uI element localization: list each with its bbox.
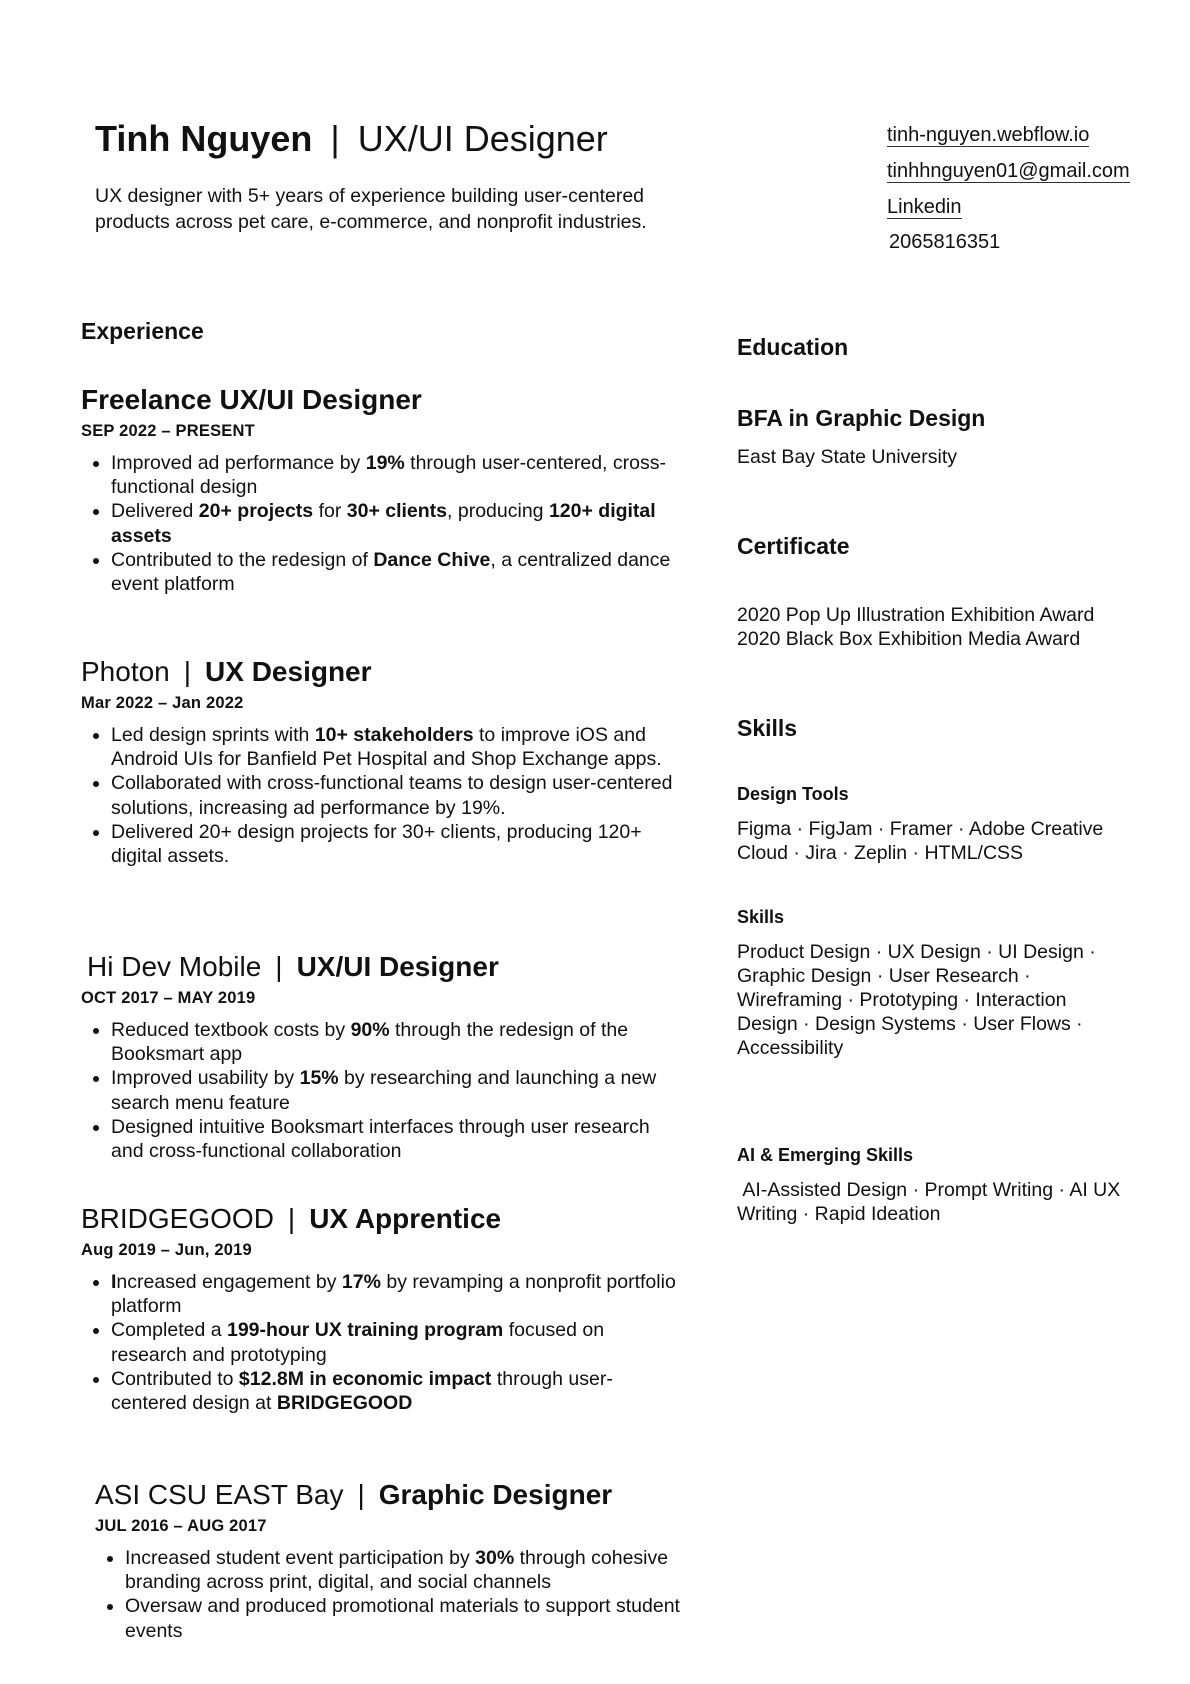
certificate-item: 2020 Pop Up Illustration Exhibition Award xyxy=(737,604,1095,626)
bullet-item: • Contributed to $12.8M in economic impact through user-centered design at BRIDGEGOOD xyxy=(111,1367,681,1415)
skills-group-title: AI & Emerging Skills xyxy=(737,1145,914,1165)
education-heading: Education xyxy=(737,334,849,360)
job-dates: OCT 2017 – MAY 2019 xyxy=(81,989,256,1007)
job-hidev xyxy=(81,950,681,1163)
job-dates: Aug 2019 – Jun, 2019 xyxy=(81,1241,252,1259)
job-title: UX Apprentice xyxy=(309,1203,502,1234)
bullet-item: • Improved usability by 15% by researching and launching a new search menu feature xyxy=(111,1066,681,1114)
bullet-item: • Reduced textbook costs by 90% through the redesign of the Booksmart app xyxy=(111,1018,681,1066)
experience-heading: Experience xyxy=(81,318,204,344)
contact-phone: 2065816351 xyxy=(889,231,1001,253)
job-title: Graphic Designer xyxy=(378,1479,613,1510)
skills-group-text: AI-Assisted Design · Prompt Writing · AI UX Writing · Rapid Ideation xyxy=(737,1179,1126,1225)
skills-group-title: Skills xyxy=(737,907,785,927)
skills-heading: Skills xyxy=(737,715,798,741)
job-company: Photon xyxy=(81,656,170,687)
job-company: BRIDGEGOOD xyxy=(81,1203,274,1234)
job-company: ASI CSU EAST Bay xyxy=(95,1479,344,1510)
job-bullets xyxy=(95,1546,695,1643)
contact-linkedin[interactable] xyxy=(887,195,962,219)
name: Tinh Nguyen xyxy=(95,118,313,159)
job-company: Hi Dev Mobile xyxy=(87,951,262,982)
job-separator: | xyxy=(275,951,283,982)
website-link[interactable]: tinh-nguyen.webflow.io xyxy=(887,124,1090,146)
job-title: UX/UI Designer xyxy=(296,951,499,982)
bullet-item: • Delivered 20+ design projects for 30+ clients, producing 120+ digital assets. xyxy=(111,820,681,868)
job-separator: | xyxy=(183,656,192,687)
skills-group-text: Product Design · UX Design · UI Design · Graphic Design · User Research · Wireframing · Prototyping · Interaction Design · Design Systems · User Flows · Accessibility xyxy=(737,941,1096,1059)
bullet-item: • Collaborated with cross-functional teams to design user-centered solutions, increasing ad performance by 19%. xyxy=(111,771,681,819)
job-heading xyxy=(81,1202,681,1236)
bullet-item: • Delivered 20+ projects for 30+ clients, producing 120+ digital assets xyxy=(111,499,681,547)
bullet-item: • Increased engagement by 17% by revamping a nonprofit portfolio platform xyxy=(111,1270,681,1318)
summary: UX designer with 5+ years of experience building user-centered products across pet care, e-commerce, and nonprofit industries. xyxy=(95,185,647,233)
bullet-item: • Oversaw and produced promotional materials to support student events xyxy=(125,1594,695,1642)
job-freelance xyxy=(81,383,681,596)
job-dates: SEP 2022 – PRESENT xyxy=(81,422,255,440)
job-bullets xyxy=(81,1270,681,1415)
role-title: UX/UI Designer xyxy=(357,118,608,159)
job-heading xyxy=(81,950,681,984)
contact-website[interactable] xyxy=(887,123,1089,147)
job-separator: | xyxy=(357,1479,365,1510)
bullet-item: • Contributed to the redesign of Dance Chive, a centralized dance event platform xyxy=(111,548,681,596)
job-bullets xyxy=(81,451,681,596)
bullet-item: • Increased student event participation by 30% through cohesive branding across print, digital, and social channels xyxy=(125,1546,695,1594)
certificate-heading: Certificate xyxy=(737,533,850,559)
job-separator: | xyxy=(287,1203,296,1234)
skills-group-text: Figma · FigJam · Framer · Adobe Creative Cloud · Jira · Zeplin · HTML/CSS xyxy=(737,818,1104,864)
job-bullets xyxy=(81,1018,681,1163)
education-degree: BFA in Graphic Design xyxy=(737,405,986,431)
job-heading xyxy=(81,655,681,689)
title-separator: | xyxy=(330,118,340,159)
bullet-item: • Completed a 199-hour UX training program focused on research and prototyping xyxy=(111,1318,681,1366)
education-school: East Bay State University xyxy=(737,446,958,468)
bullet-item: • Improved ad performance by 19% through user-centered, cross-functional design xyxy=(111,451,681,499)
job-heading xyxy=(81,383,681,417)
job-dates: Mar 2022 – Jan 2022 xyxy=(81,694,244,712)
contact-email[interactable] xyxy=(887,159,1130,183)
email-link[interactable]: tinhhnguyen01@gmail.com xyxy=(887,160,1130,182)
name-title-line xyxy=(95,118,608,160)
skills-group-title: Design Tools xyxy=(737,784,849,804)
job-dates: JUL 2016 – AUG 2017 xyxy=(95,1517,267,1535)
bullet-item: • Designed intuitive Booksmart interfaces through user research and cross-functional collaboration xyxy=(111,1115,681,1163)
job-title: Freelance UX/UI Designer xyxy=(81,384,422,415)
job-photon xyxy=(81,655,681,868)
job-asi-csu xyxy=(95,1478,695,1643)
job-bridgegood xyxy=(81,1202,681,1415)
bullet-item: • Led design sprints with 10+ stakeholders to improve iOS and Android UIs for Banfield Pet Hospital and Shop Exchange apps. xyxy=(111,723,681,771)
linkedin-link[interactable]: Linkedin xyxy=(887,196,962,218)
certificate-item: 2020 Black Box Exhibition Media Award xyxy=(737,628,1081,650)
job-title: UX Designer xyxy=(205,656,372,687)
job-bullets xyxy=(81,723,681,868)
job-heading xyxy=(95,1478,695,1512)
